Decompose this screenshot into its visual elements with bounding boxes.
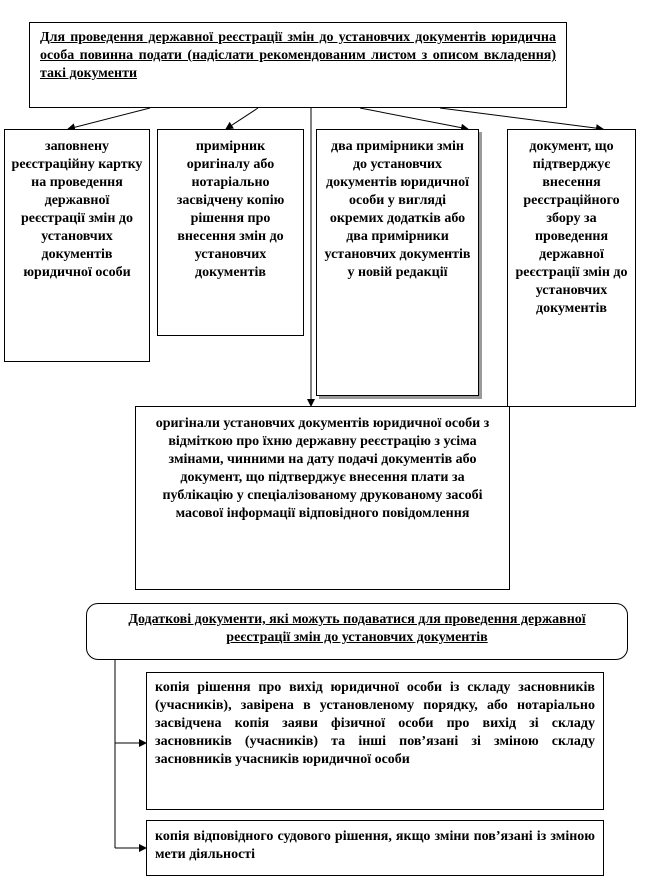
additional-item-text-2: копія відповідного судового рішення, якщо зміни пов’язані із зміною мети діяльності [155, 829, 595, 862]
document-text-3: два примірники змін до установчих документів юридичної особи у вигляді окремих додатків або два примірники установчих документів у новій редакції [324, 139, 471, 280]
header-text: Для проведення державної реєстрації змін до установчих документів юридична особа повинна подати (надіслати рекомендованим листом з описом вкладення) такі документи [40, 30, 556, 81]
originals-box [135, 406, 510, 590]
additional-item-2 [146, 820, 604, 876]
document-box-2 [157, 129, 304, 336]
arrow-to-doc-3 [360, 108, 468, 129]
arrow-to-doc-2 [226, 108, 258, 129]
additional-title-box [86, 603, 628, 660]
additional-item-text-1: копія рішення про вихід юридичної особи із складу засновників (учасників), завірена в установленому порядку, або нотаріально засвідчена копія заяви фізичної особи про вихід зі складу засновників (учасників) та інші пов’язані зі зміною складу засновників учасників юридичної особи [155, 680, 595, 767]
document-text-2: примірник оригіналу або нотаріально засвідчену копію рішення про внесення змін до установчих документів [176, 139, 285, 280]
arrow-to-doc-4 [440, 108, 603, 129]
additional-title: Додаткові документи, які можуть подаватися для проведення державної реєстрації змін до установчих документів [128, 612, 586, 645]
document-box-3 [316, 129, 479, 396]
document-text-4: документ, що підтверджує внесення реєстраційного збору за проведення державної реєстрації змін до установчих документів [515, 139, 628, 316]
document-box-1 [4, 129, 150, 362]
arrow-to-doc-1 [68, 108, 150, 129]
additional-item-1 [146, 672, 604, 810]
originals-text: оригінали установчих документів юридичної особи з відміткою про їхню державну реєстрацію з усіма змінами, чинними на дату подачі документів або документ, що підтверджує внесення плати за публікацію у спеціалізованому друкованому засобі масової інформації відповідного повідомлення [155, 416, 490, 521]
header-box [29, 22, 567, 108]
document-box-4 [507, 129, 636, 407]
document-text-1: заповнену реєстраційну картку на проведення державної реєстрації змін до установчих документів юридичної особи [11, 139, 143, 280]
